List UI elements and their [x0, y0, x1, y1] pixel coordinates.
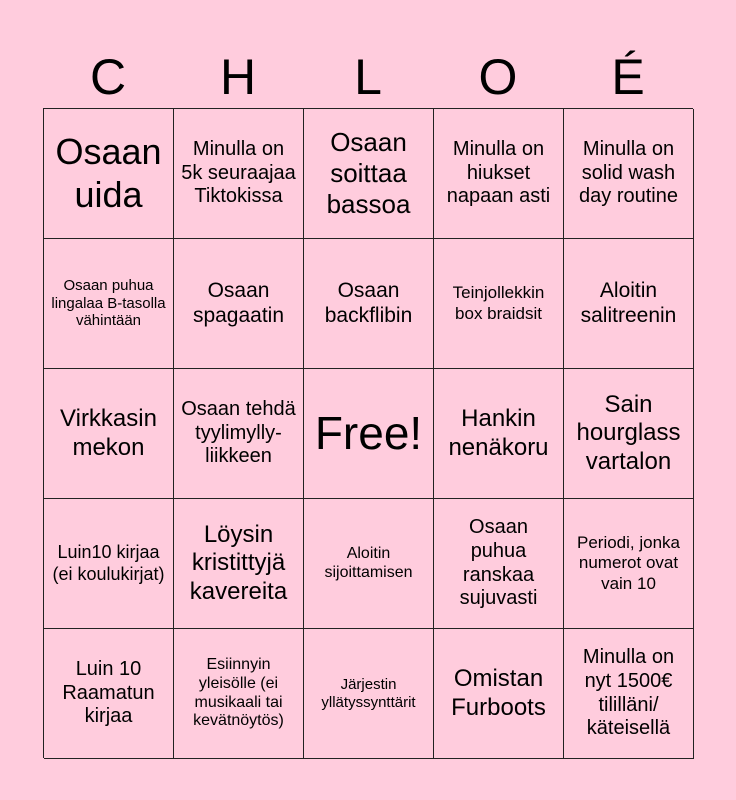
bingo-cell-r5c4[interactable]: [434, 629, 564, 759]
cell-text: Luin10 kirjaa (ei koulukirjat): [52, 542, 165, 584]
cell-text: Minulla on 5k seuraajaa Tiktokissa: [181, 138, 296, 208]
cell-text: Teinjollekkin box braidsit: [452, 283, 545, 323]
bingo-cell-r2c1[interactable]: [44, 239, 174, 369]
cell-text: Osaan spagaatin: [192, 278, 285, 327]
bingo-cell-r5c3[interactable]: [304, 629, 434, 759]
bingo-cell-r2c4[interactable]: [434, 239, 564, 369]
bingo-cell-r5c2[interactable]: [174, 629, 304, 759]
cell-text: Osaan tehdä tyylimylly-liikkeen: [181, 398, 296, 468]
bingo-cell-r3c1[interactable]: [44, 369, 174, 499]
cell-text: Järjestin yllätyssynttärit: [321, 675, 416, 711]
bingo-cell-r4c4[interactable]: [434, 499, 564, 629]
bingo-cell-r4c5[interactable]: [564, 499, 694, 629]
cell-text: Free!: [314, 407, 423, 460]
cell-text: Aloitin salitreenin: [580, 278, 677, 327]
cell-text: Sain hourglass vartalon: [576, 391, 681, 475]
header-letter-1: C: [89, 49, 127, 105]
cell-text: Omistan Furboots: [451, 665, 546, 721]
bingo-cell-r2c5[interactable]: [564, 239, 694, 369]
cell-text: Löysin kristittyjä kavereita: [189, 521, 288, 605]
header-letter-2: H: [219, 49, 257, 105]
cell-text: Periodi, jonka numerot ovat vain 10: [576, 533, 680, 593]
bingo-cell-r4c3[interactable]: [304, 499, 434, 629]
bingo-cell-r4c2[interactable]: [174, 499, 304, 629]
cell-text: Virkkasin mekon: [60, 405, 157, 461]
cell-text: Aloitin sijoittamisen: [324, 544, 413, 581]
bingo-cell-r5c5[interactable]: [564, 629, 694, 759]
cell-text: Osaan uida: [55, 131, 162, 215]
bingo-cell-r1c2[interactable]: [174, 109, 304, 239]
header-letter-4: O: [478, 49, 518, 105]
cell-text: Osaan soittaa bassoa: [326, 127, 411, 219]
cell-text: Esiinnyin yleisölle (ei musikaali tai kevätnöytös): [193, 655, 284, 730]
bingo-cell-r3c4[interactable]: [434, 369, 564, 499]
cell-text: Osaan puhua lingalaa B-tasolla vähintään: [51, 276, 166, 330]
bingo-cell-r3c3[interactable]: [304, 369, 434, 499]
cell-text: Osaan puhua ranskaa sujuvasti: [459, 516, 538, 610]
bingo-cell-r2c2[interactable]: [174, 239, 304, 369]
cell-text: Minulla on solid wash day routine: [579, 138, 678, 208]
bingo-grid: [43, 108, 693, 758]
cell-text: Luin 10 Raamatun kirjaa: [62, 658, 155, 728]
bingo-header: [43, 42, 693, 112]
bingo-cell-r4c1[interactable]: [44, 499, 174, 629]
bingo-cell-r3c2[interactable]: [174, 369, 304, 499]
bingo-cell-r1c4[interactable]: [434, 109, 564, 239]
header-letter-5: É: [611, 49, 645, 105]
cell-text: Minulla on hiukset napaan asti: [446, 138, 551, 208]
bingo-cell-r1c5[interactable]: [564, 109, 694, 239]
cell-text: Hankin nenäkoru: [448, 405, 549, 461]
bingo-cell-r3c5[interactable]: [564, 369, 694, 499]
bingo-cell-r2c3[interactable]: [304, 239, 434, 369]
cell-text: Osaan backflibin: [324, 278, 413, 327]
bingo-cell-r1c3[interactable]: [304, 109, 434, 239]
bingo-cell-r5c1[interactable]: [44, 629, 174, 759]
header-letter-3: L: [354, 49, 382, 105]
bingo-cell-r1c1[interactable]: [44, 109, 174, 239]
cell-text: Minulla on nyt 1500€ tililläni/ käteisellä: [582, 646, 675, 740]
